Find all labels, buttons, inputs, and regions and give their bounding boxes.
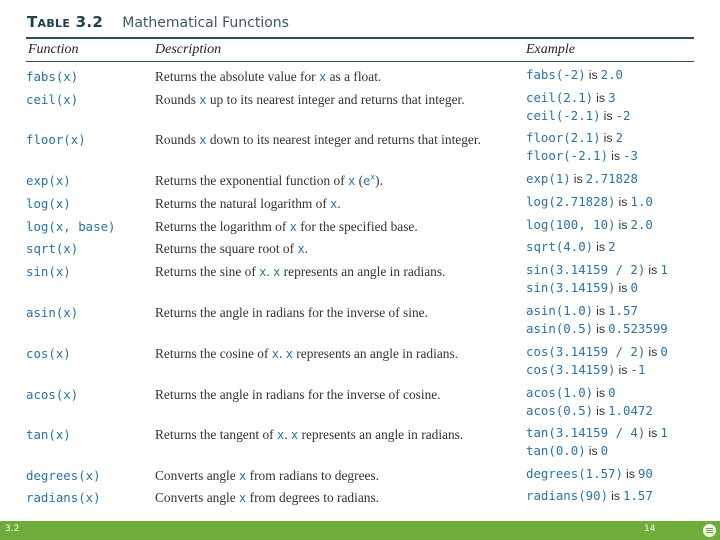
code-term: x bbox=[290, 428, 299, 442]
example-is: is bbox=[596, 386, 606, 400]
function-description bbox=[155, 196, 341, 211]
table-row bbox=[26, 341, 694, 382]
example-result: 1 bbox=[660, 425, 668, 440]
example-line bbox=[526, 216, 694, 234]
example-line bbox=[526, 261, 694, 279]
description-text: Rounds bbox=[155, 132, 200, 147]
code-term: x bbox=[289, 220, 297, 234]
function-description bbox=[155, 305, 428, 320]
description-text: Returns the natural logarithm of bbox=[155, 196, 331, 211]
example-call: degrees(1.57) bbox=[526, 466, 623, 481]
table-row bbox=[26, 64, 694, 87]
example-call: tan(3.14159 / 4) bbox=[526, 425, 646, 440]
example-result: 2.0 bbox=[600, 67, 624, 82]
description-text: x bbox=[370, 172, 376, 182]
example-is: is bbox=[573, 172, 583, 186]
table-row bbox=[26, 236, 694, 259]
example-call: log(100, 10) bbox=[526, 217, 616, 232]
function-name: floor(x) bbox=[26, 132, 86, 147]
example-result: 1.57 bbox=[623, 488, 653, 503]
example-call: fabs(-2) bbox=[526, 67, 586, 82]
example-call: tan(0.0) bbox=[526, 443, 586, 458]
description-text: Returns the sine of bbox=[155, 264, 260, 279]
example-line bbox=[526, 343, 694, 361]
description-text: . bbox=[279, 346, 286, 361]
example-call: ceil(2.1) bbox=[526, 90, 594, 105]
example-result: 0 bbox=[608, 385, 616, 400]
example-is: is bbox=[618, 281, 628, 295]
example-call: cos(3.14159) bbox=[526, 362, 616, 377]
example-result: 90 bbox=[637, 466, 653, 481]
function-name: tan(x) bbox=[26, 427, 71, 442]
example-is: is bbox=[596, 322, 606, 336]
example-call: radians(90) bbox=[526, 488, 609, 503]
example-line bbox=[526, 279, 694, 297]
description-text: represents an angle in radians. bbox=[280, 264, 446, 279]
functions-table bbox=[26, 64, 694, 507]
table-row bbox=[26, 168, 694, 191]
function-name: cos(x) bbox=[26, 346, 71, 361]
example-is: is bbox=[596, 240, 606, 254]
table-number: Table 3.2 bbox=[27, 13, 104, 31]
description-text: as a float. bbox=[326, 69, 382, 84]
code-term: x bbox=[273, 265, 281, 279]
example-line bbox=[526, 66, 694, 84]
example-line bbox=[526, 147, 694, 165]
description-text: Returns the cosine of bbox=[155, 346, 272, 361]
code-term: e bbox=[363, 174, 371, 188]
function-name: sqrt(x) bbox=[26, 241, 79, 256]
example-result: 2.71828 bbox=[585, 171, 638, 186]
example-is: is bbox=[648, 426, 658, 440]
table-caption: Mathematical Functions bbox=[122, 15, 289, 31]
description-text: Returns the absolute value for bbox=[155, 69, 319, 84]
example-call: acos(0.5) bbox=[526, 403, 594, 418]
table-row bbox=[26, 463, 694, 485]
top-rule bbox=[26, 37, 694, 39]
example-call: sin(3.14159) bbox=[526, 280, 616, 295]
example-call: floor(2.1) bbox=[526, 130, 601, 145]
menu-icon[interactable] bbox=[703, 524, 716, 537]
example-result: 0.523599 bbox=[608, 321, 668, 336]
description-text: from radians to degrees. bbox=[246, 468, 380, 483]
header-description: Description bbox=[155, 42, 222, 57]
example-line bbox=[526, 107, 694, 125]
example-line bbox=[526, 384, 694, 402]
example-line bbox=[526, 302, 694, 320]
description-text: up to its nearest integer and returns that integer. bbox=[206, 92, 465, 107]
example-line bbox=[526, 465, 694, 483]
function-description bbox=[155, 173, 383, 188]
description-text: Returns the angle in radians for the inverse of sine. bbox=[155, 305, 428, 320]
description-text: down to its nearest integer and returns that integer. bbox=[206, 132, 481, 147]
description-text: Converts angle bbox=[155, 490, 240, 505]
function-description bbox=[155, 132, 481, 147]
example-result: 1.0472 bbox=[608, 403, 653, 418]
function-description bbox=[155, 387, 441, 402]
example-line bbox=[526, 170, 694, 188]
code-term: x bbox=[271, 347, 280, 361]
example-result: 2 bbox=[608, 239, 616, 254]
section-number: 3.2 bbox=[5, 524, 20, 534]
description-text: ( bbox=[355, 173, 364, 188]
page-number: 14 bbox=[644, 524, 656, 534]
example-result: 0 bbox=[630, 280, 638, 295]
description-text: . bbox=[284, 427, 291, 442]
example-result: 1 bbox=[660, 262, 668, 277]
function-name: ceil(x) bbox=[26, 92, 79, 107]
description-text: Returns the logarithm of bbox=[155, 219, 290, 234]
example-result: 0 bbox=[660, 344, 668, 359]
example-result: 2 bbox=[615, 130, 624, 145]
example-result: -2 bbox=[615, 108, 631, 123]
description-text: for the specified base. bbox=[296, 219, 418, 234]
example-is: is bbox=[596, 91, 606, 105]
example-call: asin(0.5) bbox=[526, 321, 594, 336]
example-is: is bbox=[618, 195, 628, 209]
example-call: cos(3.14159 / 2) bbox=[526, 344, 646, 359]
function-description bbox=[155, 490, 379, 505]
function-description bbox=[155, 346, 458, 361]
function-description bbox=[155, 219, 418, 234]
code-term: x bbox=[276, 428, 285, 442]
function-description bbox=[155, 264, 445, 279]
example-call: log(2.71828) bbox=[526, 194, 616, 209]
example-line bbox=[526, 487, 694, 505]
table-row bbox=[26, 87, 694, 127]
example-line bbox=[526, 402, 694, 420]
table-row bbox=[26, 300, 694, 341]
table-row bbox=[26, 191, 694, 214]
table-row bbox=[26, 214, 694, 236]
example-line bbox=[526, 238, 694, 256]
description-text: . bbox=[266, 264, 274, 279]
example-line bbox=[526, 89, 694, 107]
description-text: represents an angle in radians. bbox=[298, 427, 464, 442]
code-term: x bbox=[285, 347, 293, 361]
description-text: Returns the tangent of bbox=[155, 427, 277, 442]
code-term: x bbox=[239, 491, 247, 505]
header-rule bbox=[26, 61, 694, 62]
example-result: 1.0 bbox=[630, 194, 653, 209]
example-is: is bbox=[588, 444, 598, 458]
example-result: 1.57 bbox=[608, 303, 638, 318]
description-text: Returns the square root of bbox=[155, 241, 298, 256]
table-row bbox=[26, 127, 694, 168]
header-example: Example bbox=[526, 42, 575, 57]
function-description bbox=[155, 468, 379, 483]
example-is: is bbox=[603, 109, 613, 123]
example-is: is bbox=[611, 489, 621, 503]
function-name: log(x, base) bbox=[26, 219, 116, 234]
example-result: 0 bbox=[600, 443, 609, 458]
function-name: sin(x) bbox=[26, 264, 71, 279]
function-description bbox=[155, 241, 308, 256]
example-is: is bbox=[596, 304, 606, 318]
example-is: is bbox=[618, 363, 628, 377]
example-line bbox=[526, 193, 694, 211]
example-line bbox=[526, 424, 694, 442]
code-term: x bbox=[348, 174, 356, 188]
function-name: radians(x) bbox=[26, 490, 101, 505]
function-name: log(x) bbox=[26, 196, 71, 211]
code-term: x bbox=[330, 197, 338, 211]
example-is: is bbox=[648, 263, 658, 277]
description-text: ). bbox=[375, 173, 383, 188]
example-is: is bbox=[603, 131, 613, 145]
example-result: 3 bbox=[608, 90, 616, 105]
description-text: from degrees to radians. bbox=[246, 490, 380, 505]
function-description bbox=[155, 427, 463, 442]
example-is: is bbox=[596, 404, 606, 418]
example-call: acos(1.0) bbox=[526, 385, 594, 400]
code-term: x bbox=[199, 133, 207, 147]
function-name: exp(x) bbox=[26, 173, 71, 188]
description-text: Rounds bbox=[155, 92, 200, 107]
function-name: degrees(x) bbox=[26, 468, 101, 483]
example-call: asin(1.0) bbox=[526, 303, 594, 318]
example-line bbox=[526, 442, 694, 460]
example-call: floor(-2.1) bbox=[526, 148, 609, 163]
example-call: ceil(-2.1) bbox=[526, 108, 601, 123]
description-text: . bbox=[304, 241, 309, 256]
table-row bbox=[26, 382, 694, 422]
code-term: x bbox=[297, 242, 305, 256]
description-text: Returns the exponential function of bbox=[155, 173, 349, 188]
description-text: Converts angle bbox=[155, 468, 240, 483]
table-row bbox=[26, 485, 694, 507]
example-call: sqrt(4.0) bbox=[526, 239, 594, 254]
footer-bar bbox=[0, 521, 720, 540]
example-is: is bbox=[618, 218, 628, 232]
example-line bbox=[526, 320, 694, 338]
example-result: -1 bbox=[630, 362, 646, 377]
example-call: exp(1) bbox=[526, 171, 571, 186]
code-term: x bbox=[259, 265, 267, 279]
example-is: is bbox=[588, 68, 598, 82]
table-row bbox=[26, 422, 694, 463]
function-description bbox=[155, 92, 465, 107]
code-term: x bbox=[319, 70, 327, 84]
example-result: -3 bbox=[623, 148, 638, 163]
example-is: is bbox=[611, 149, 621, 163]
code-term: x bbox=[239, 469, 247, 483]
description-text: represents an angle in radians. bbox=[292, 346, 459, 361]
example-line bbox=[526, 361, 694, 379]
example-call: sin(3.14159 / 2) bbox=[526, 262, 646, 277]
header-function: Function bbox=[28, 42, 79, 57]
table-title bbox=[27, 12, 289, 36]
function-description bbox=[155, 69, 381, 84]
function-name: asin(x) bbox=[26, 305, 79, 320]
example-is: is bbox=[648, 345, 658, 359]
example-line bbox=[526, 129, 694, 147]
example-is: is bbox=[625, 467, 635, 481]
description-text: Returns the angle in radians for the inverse of cosine. bbox=[155, 387, 441, 402]
function-name: fabs(x) bbox=[26, 69, 79, 84]
example-result: 2.0 bbox=[630, 217, 653, 232]
table-row bbox=[26, 259, 694, 300]
code-term: x bbox=[199, 93, 207, 107]
function-name: acos(x) bbox=[26, 387, 79, 402]
description-text: . bbox=[337, 196, 341, 211]
